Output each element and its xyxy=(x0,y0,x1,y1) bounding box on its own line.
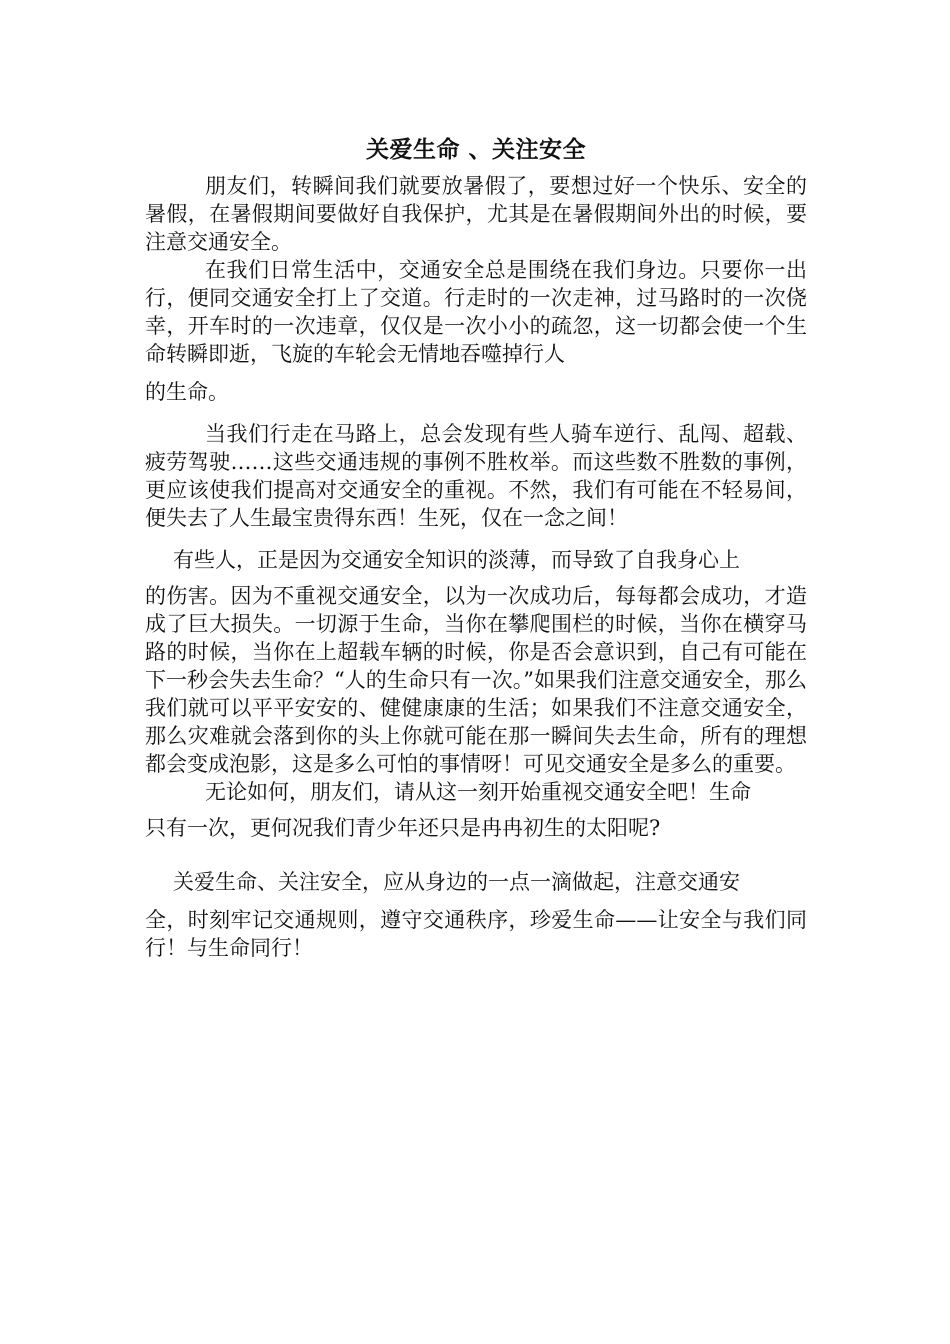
paragraph-continuation: 的生命。 xyxy=(145,380,229,404)
paragraph-continuation: 只有一次，更何况我们青少年还只是冉冉初生的太阳呢? xyxy=(145,816,661,840)
paragraph-continuation: 的伤害。因为不重视交通安全，以为一次成功后，每每都会成功，才造成了巨大损失。一切源于生命，当你在攀爬围栏的时候，当你在横穿马路的时候，当你在上超载车辆的时候，你是否会意识到，自己有可能在下一秒会失去生命？“人的生命只有一次。”如果我们注意交通安全，那么我们就可以平平安安的、健健康康的生活；如果我们不注意交通安全，那么灾难就会落到你的头上你就可能在那一瞬间失去生命，所有的理想都会变成泡影，这是多么可怕的事情呀！可见交通安全是多么的重要。 xyxy=(145,584,807,776)
paragraph-continuation: 全，时刻牢记交通规则，遵守交通秩序，珍爱生命——让安全与我们同行！与生命同行！ xyxy=(145,908,807,960)
paragraph: 无论如何，朋友们，请从这一刻开始重视交通安全吧！生命 xyxy=(205,780,751,804)
paragraph: 关爱生命、关注安全，应从身边的一点一滴做起，注意交通安 xyxy=(173,870,740,894)
paragraph: 在我们日常生活中，交通安全总是围绕在我们身边。只要你一出行，便同交通安全打上了交道。行走时的一次走神，过马路时的一次侥幸，开车时的一次违章，仅仅是一次小小的疏忽，这一切都会使一个生命转瞬即逝，飞旋的车轮会无情地吞噬掉行人 xyxy=(145,258,807,366)
paragraph: 有些人，正是因为交通安全知识的淡薄，而导致了自我身心上 xyxy=(173,548,740,572)
paragraph: 当我们行走在马路上，总会发现有些人骑车逆行、乱闯、超载、疲劳驾驶……这些交通违规的事例不胜枚举。而这些数不胜数的事例，更应该使我们提高对交通安全的重视。不然，我们有可能在不轻易间，便失去了人生最宝贵得东西！生死，仅在一念之间！ xyxy=(145,422,807,530)
document-body xyxy=(145,132,807,962)
document-title: 关爱生命 、关注安全 xyxy=(365,136,586,163)
paragraph: 朋友们，转瞬间我们就要放暑假了，要想过好一个快乐、安全的暑假，在暑假期间要做好自我保护，尤其是在暑假期间外出的时候，要注意交通安全。 xyxy=(145,174,807,254)
